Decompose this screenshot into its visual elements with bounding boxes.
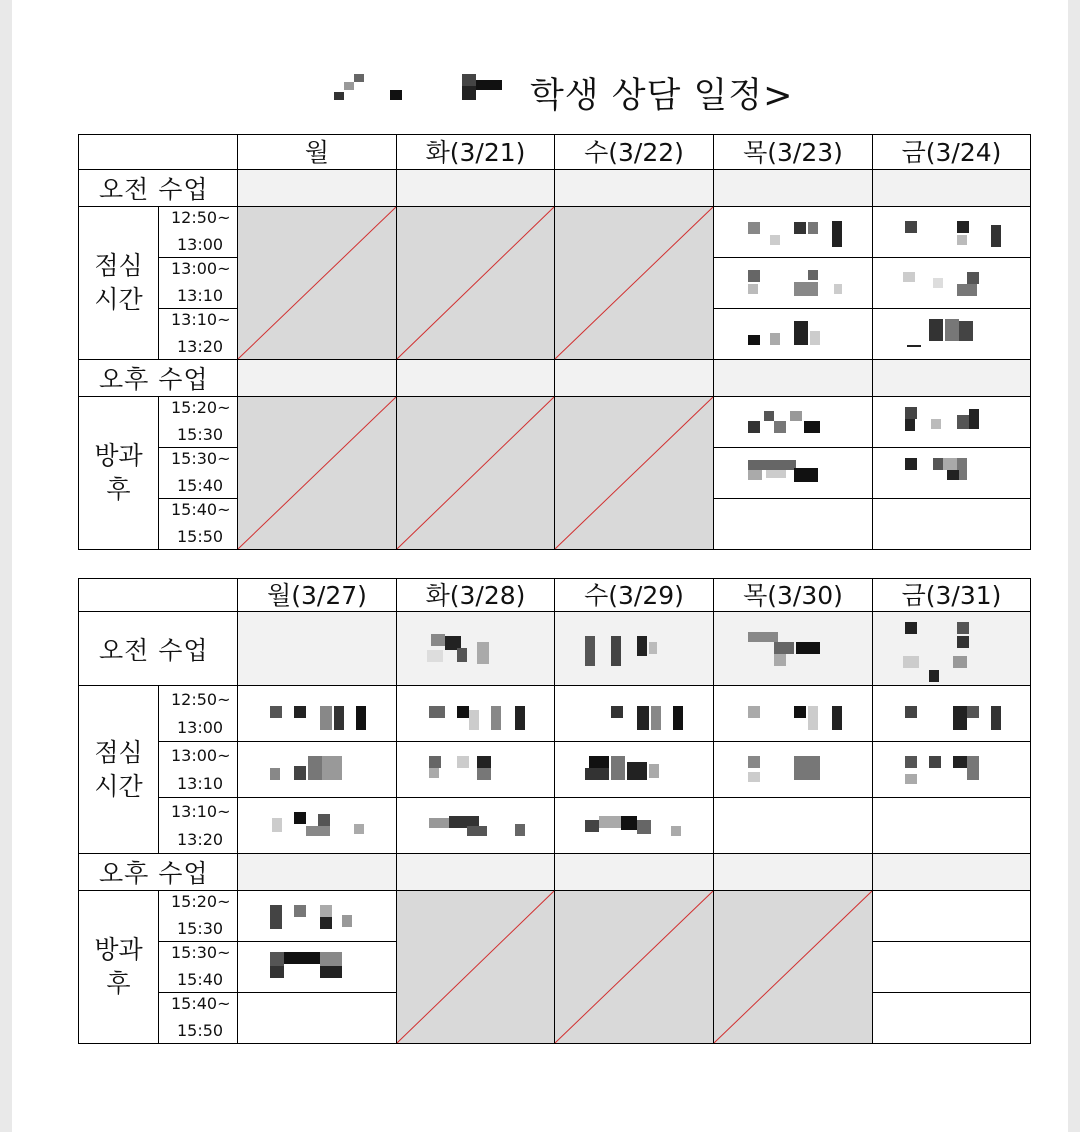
time-end: 13:20: [177, 830, 224, 849]
blocked-cell: [714, 891, 873, 1044]
day-header: 월(3/27): [238, 579, 397, 612]
time-end: 13:00: [177, 235, 224, 254]
lunch-label-line1: 점심: [94, 737, 143, 767]
document-page: [12, 0, 1068, 1132]
redacted-entry: [714, 258, 873, 309]
time-start: 13:00~: [171, 259, 231, 278]
redacted-entry: [873, 258, 1031, 309]
day-header: 금(3/24): [873, 135, 1031, 170]
afterschool-label-line1: 방과: [94, 441, 143, 471]
morning-class-label: 오전 수업: [79, 170, 238, 207]
schedule-table-week2: [78, 578, 1031, 1044]
schedule-cell: [714, 798, 873, 854]
schedule-table-week1: [78, 134, 1031, 550]
afterschool-label-line2: 후: [106, 475, 131, 504]
schedule-cell: [397, 854, 555, 891]
diagonal-strike: [238, 397, 396, 549]
day-header: 금(3/31): [873, 579, 1031, 612]
schedule-cell: [873, 170, 1031, 207]
blocked-cell: [397, 207, 555, 360]
day-header: 화(3/21): [397, 135, 555, 170]
redacted-entry: [238, 742, 397, 798]
diagonal-strike: [714, 891, 872, 1043]
diagonal-strike: [397, 397, 554, 549]
diagonal-strike: [238, 207, 396, 359]
document-title-text: 학생 상담 일정>: [530, 76, 794, 116]
time-start: 15:40~: [171, 500, 231, 519]
redacted-entry: [555, 742, 714, 798]
schedule-cell: [714, 499, 873, 550]
redacted-entry: [714, 309, 873, 360]
schedule-cell: [714, 360, 873, 397]
redacted-entry: [873, 742, 1031, 798]
time-slot: [159, 499, 238, 550]
redacted-entry: [397, 742, 555, 798]
blocked-cell: [238, 207, 397, 360]
redacted-entry: [238, 686, 397, 742]
time-slot: [159, 309, 238, 360]
redacted-name-icon: [312, 74, 502, 100]
schedule-cell: [397, 360, 555, 397]
blocked-cell: [238, 397, 397, 550]
time-end: 15:40: [177, 970, 224, 989]
time-slot: [159, 993, 238, 1044]
document-title: [312, 68, 872, 114]
redacted-entry: [397, 686, 555, 742]
time-slot: [159, 742, 238, 798]
redacted-entry: [238, 798, 397, 854]
redacted-entry: [714, 612, 873, 686]
lunch-label-line2: 시간: [94, 285, 143, 314]
time-end: 13:10: [177, 774, 224, 793]
afternoon-class-label: 오후 수업: [79, 360, 238, 397]
afterschool-label-line2: 후: [106, 969, 131, 998]
schedule-cell: [873, 798, 1031, 854]
time-end: 13:00: [177, 718, 224, 737]
blocked-cell: [555, 207, 714, 360]
blocked-cell: [555, 891, 714, 1044]
schedule-cell: [238, 993, 397, 1044]
morning-class-label: 오전 수업: [79, 612, 238, 686]
time-slot: [159, 686, 238, 742]
time-start: 15:30~: [171, 449, 231, 468]
time-start: 15:40~: [171, 994, 231, 1013]
schedule-cell: [397, 170, 555, 207]
lunch-label-line1: 점심: [94, 251, 143, 281]
diagonal-strike: [555, 397, 713, 549]
redacted-entry: [714, 742, 873, 798]
time-start: 15:20~: [171, 398, 231, 417]
schedule-cell: [714, 854, 873, 891]
redacted-entry: [873, 686, 1031, 742]
redacted-entry: [555, 798, 714, 854]
time-slot: [159, 207, 238, 258]
afterschool-label: [79, 397, 159, 550]
schedule-cell: [555, 170, 714, 207]
time-end: 13:10: [177, 286, 224, 305]
day-header: 수(3/22): [555, 135, 714, 170]
time-slot: [159, 448, 238, 499]
time-slot: [159, 942, 238, 993]
time-start: 12:50~: [171, 690, 231, 709]
time-start: 13:10~: [171, 802, 231, 821]
time-end: 15:50: [177, 1021, 224, 1040]
lunch-label-line2: 시간: [94, 771, 143, 801]
time-start: 13:10~: [171, 310, 231, 329]
time-start: 15:20~: [171, 892, 231, 911]
schedule-cell: [238, 360, 397, 397]
corner-cell: [79, 135, 238, 170]
schedule-cell: [873, 891, 1031, 942]
redacted-entry: [555, 686, 714, 742]
schedule-cell: [873, 854, 1031, 891]
corner-cell: [79, 579, 238, 612]
redacted-entry: [714, 448, 873, 499]
day-header: 목(3/23): [714, 135, 873, 170]
time-end: 15:30: [177, 919, 224, 938]
redacted-entry: [873, 397, 1031, 448]
schedule-cell: [714, 170, 873, 207]
time-end: 15:30: [177, 425, 224, 444]
time-slot: [159, 891, 238, 942]
day-header: 월: [238, 135, 397, 170]
day-header: 목(3/30): [714, 579, 873, 612]
redacted-entry: [397, 798, 555, 854]
time-end: 15:50: [177, 527, 224, 546]
blocked-cell: [397, 891, 555, 1044]
redacted-entry: [714, 397, 873, 448]
schedule-cell: [238, 854, 397, 891]
schedule-cell: [873, 360, 1031, 397]
time-start: 12:50~: [171, 208, 231, 227]
time-end: 13:20: [177, 337, 224, 356]
redacted-entry: [397, 612, 555, 686]
redacted-entry: [238, 891, 397, 942]
blocked-cell: [555, 397, 714, 550]
lunch-label: [79, 686, 159, 854]
diagonal-strike: [397, 207, 554, 359]
schedule-cell: [873, 993, 1031, 1044]
diagonal-strike: [555, 207, 713, 359]
schedule-cell: [555, 854, 714, 891]
schedule-cell: [555, 360, 714, 397]
redacted-entry: [873, 448, 1031, 499]
schedule-cell: [238, 170, 397, 207]
redacted-entry: [555, 612, 714, 686]
diagonal-strike: [555, 891, 713, 1043]
afterschool-label-line1: 방과: [94, 935, 143, 965]
redacted-entry: [873, 612, 1031, 686]
schedule-cell: [873, 942, 1031, 993]
time-slot: [159, 798, 238, 854]
schedule-cell: [238, 612, 397, 686]
redacted-entry: [238, 942, 397, 993]
time-slot: [159, 397, 238, 448]
redacted-entry: [873, 309, 1031, 360]
time-start: 15:30~: [171, 943, 231, 962]
afternoon-class-label: 오후 수업: [79, 854, 238, 891]
lunch-label: [79, 207, 159, 360]
day-header: 화(3/28): [397, 579, 555, 612]
redacted-entry: [714, 207, 873, 258]
schedule-cell: [873, 499, 1031, 550]
time-slot: [159, 258, 238, 309]
time-start: 13:00~: [171, 746, 231, 765]
time-end: 15:40: [177, 476, 224, 495]
afterschool-label: [79, 891, 159, 1044]
diagonal-strike: [397, 891, 554, 1043]
blocked-cell: [397, 397, 555, 550]
day-header: 수(3/29): [555, 579, 714, 612]
redacted-entry: [873, 207, 1031, 258]
redacted-entry: [714, 686, 873, 742]
